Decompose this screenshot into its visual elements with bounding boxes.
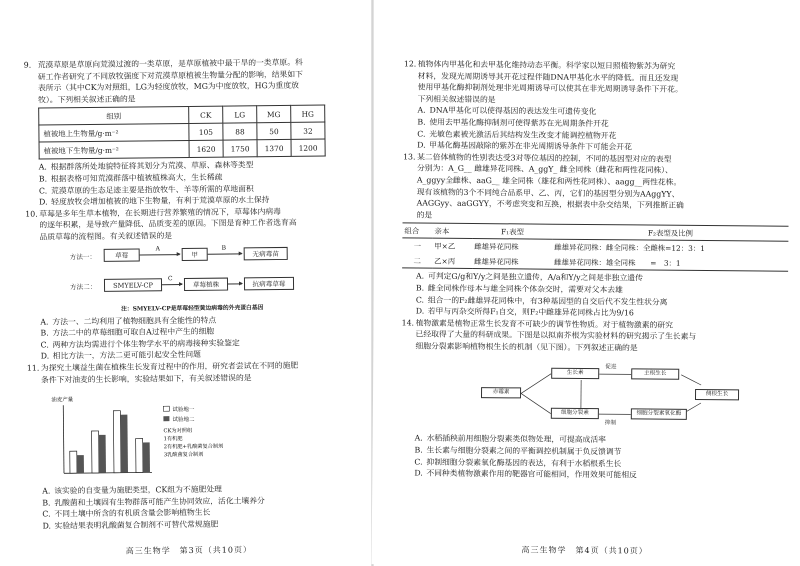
yield-chart-svg [51,385,252,485]
gene-box: SMYELV-CP [104,278,162,292]
arrow-c [162,284,182,285]
option-c: C. 荒漠草原的生态足迹主要是指放牧牛、羊等所需的草地面积 [38,183,254,196]
table-cell: 1750 [223,140,257,157]
question-12 [404,58,790,108]
method-1-label: 方法一： [69,252,97,261]
option-a: A. 水稻插秧前用细胞分裂素类似物处理，可提高成活率 [414,433,606,445]
question-text: 植物激素是植物正常生长发育不可缺少的调节性物质。对于植物激素的研究 [415,318,673,330]
option-c: C. 两种方法均需进行个体生物学水平的病毒接种实验鉴定 [40,338,240,350]
q11-options [28,482,360,532]
diagram-node: 主根生长 [631,369,679,380]
bar [143,442,150,472]
bar [77,455,84,473]
question-text: 为探究土壤益生菌在植株生长发育过程中的作用，研究者尝试在不同的施肥 [40,360,299,373]
question-text: 现有该植物的3个不同纯合品系甲、乙、丙，它们的基因型分别为AAggYY、 [416,187,680,199]
page-footer: 高三生物学 第4页（共10页） [521,545,648,556]
option-c: C. 光敏色素被光激活后其结构发生改变才能调控植物开花 [417,129,617,140]
option-a: A. 根据群落所处地貌特征将其划分为荒漠、草原、森林等类型 [38,160,254,172]
table-cell: 甲×乙 [434,241,456,251]
table-cell: 50 [257,123,291,140]
question-text: A_ggyy全雌株、aaG__ 雄全同株（雄花和两性花同株）、aagg__两性花株。 [416,175,682,187]
arrow-label-b: B [221,244,227,252]
table-cell: 雌雄异花同株：雌全同株：全雌株=12：3：1 [554,242,706,254]
question-number: 13. [403,152,416,162]
question-number: 14. [401,318,415,328]
question-text: 植物体内甲基化和去甲基化维持动态平衡。科学家以短日照植物紫苏为研究 [417,59,676,71]
cross-table [402,223,788,272]
question-text: AAGGyy、aaGGYY，不考虑突变和互换，根据表中杂交结果，下列推断正确 [416,198,684,210]
table-cell: 32 [291,122,325,139]
q14-options [400,433,786,483]
grazing-table [38,105,326,160]
legend-label: 试验地二 [172,417,195,424]
chart-note: 2有机肥+乳酸菌复合制剂 [163,443,224,451]
yield-chart [51,384,360,485]
diagram-node: 细胞分裂素氧化酶 [631,409,687,420]
arrow-label-c: C [167,274,173,282]
table-header: F₂表型及比例 [552,225,788,242]
question-13 [403,151,790,224]
table-header: LG [223,106,257,123]
legend-swatch [163,416,169,421]
question-text: 条件下对油麦的生长影响，实验结果如下，有关叙述错误的是 [40,372,252,385]
strawberry-box: 草莓 [104,248,140,261]
page-footer: 高三生物学 第3页（共10页） [125,545,252,556]
diagram-node: 赤霉素 [481,388,521,399]
question-text: 牧）。下列相关叙述正确的是 [38,94,136,105]
question-number: 9. [23,60,32,70]
connector [681,375,701,385]
option-b: B. 雌全同株作母本与雄全同株个体杂交时，需要对父本去雄 [415,283,623,295]
option-d: D. 相比方法一，方法二更可能引起安全性问题 [40,350,201,361]
option-b: B. 根据表格可知荒漠群落中植被植株高大，生长稀疏 [38,172,223,184]
chart-note: 1有机肥 [163,436,183,443]
diagram-node: 侧根生长 [695,389,739,400]
question-text: 的逐年积累，是导致产量降低、品质变差的原因。下图是育种工作者选育高 [39,218,297,230]
bar [113,411,121,473]
arrow-b [208,253,242,254]
figure-note: 注：SMYELV-CP是草莓轻型黄边病毒的外壳蛋白基因 [121,304,264,313]
question-10 [25,205,357,243]
question-text: 分别为：A_G__ 雌雄异花同株、A_ggY_ 雌全同株（雌花和两性花同株）、 [416,163,673,176]
option-b: B. 方法二中的草莓细胞可取自A过程中产生的细胞 [40,326,215,338]
table-cell: 植被地上生物量/g·m⁻² [39,124,189,143]
table-cell: 雌雄异花同株：雄全同株 = 3：1 [552,255,788,272]
table-cell: 乙×丙 [432,253,472,268]
q9-options [25,159,357,209]
table-header: HG [291,105,325,122]
jia-box: 甲 [182,247,208,260]
option-d: D. 甲基化酶基因敲除的紫苏在非光周期诱导条件下可能会开花 [417,140,632,152]
y-axis [63,405,64,473]
arrow-d [228,283,242,284]
question-9 [24,56,356,106]
table-row [402,253,788,271]
exam-page-4 [372,0,800,566]
hormone-diagram [481,356,742,434]
question-text: 已经取得了大量的科研成果。下图是以拟南芥根为实验材料的研究揭示了生长素与 [415,329,697,342]
table-cell: 1200 [291,139,325,156]
virus-free-box: 无病毒苗 [244,246,288,259]
question-number: 10. [25,209,38,219]
table-header: MG [257,106,291,123]
bar [92,431,99,473]
option-b: B. 乳酸菌和土壤固有生物群落可能产生协同效应，活化土壤养分 [42,495,265,508]
option-c: C. 抑制细胞分裂素氧化酶基因的表达，有利于水稻根系生长 [414,457,622,468]
option-c: C. 不同土壤中所含的有机质含量会影响植物生长 [42,508,211,519]
table-cell: 一 [413,241,422,251]
table-header: 亲本 [432,223,472,238]
bar [99,435,106,473]
table-cell: 雌雄异花同株 [472,254,552,270]
bar [136,439,143,473]
option-d: D. 实验结果表明乳酸菌复合制剂不可替代常规施肥 [42,519,219,531]
q10-options [26,313,358,363]
table-header: 组合 [402,223,432,238]
arrow-label-a: A [155,244,161,252]
explant-box: 草莓植株 [184,277,228,290]
q12-options [403,105,789,155]
option-a: A. 方法一、二均利用了植物细胞具有全能性的特点 [40,315,217,327]
bar [120,415,128,473]
option-a: A. DNA甲基化可以使得基因的表达发生可遗传变化 [417,105,597,117]
question-14 [401,317,787,355]
question-text: 下列相关叙述错误的是 [417,94,496,104]
legend-swatch [163,406,169,411]
diagram-node: 细胞分裂素 [551,408,599,419]
question-number: 11. [26,363,40,373]
question-11 [27,359,359,386]
option-c: C. 组合一的F₂雌雄异花同株中，有3种基因型的自交后代不发生性状分离 [415,295,668,307]
table-cell: 1620 [189,140,223,157]
question-text: 草莓是多年生草本植物，在长期进行营养繁殖的情况下，草莓体内病毒 [39,206,282,219]
table-cell: 植被地下生物量/g·m⁻² [39,141,189,160]
resistant-strawberry-box: 抗病毒草莓 [244,276,294,290]
option-d: D. 轻度放牧会增加植被的地下生物量，有利于荒漠草原的水土保持 [39,195,270,207]
table-cell: 雌雄异花同株 [474,242,519,252]
option-b: B. 使用去甲基化酶抑制剂可使得紫苏在光周期条件开花 [417,117,609,129]
table-cell: 1370 [257,140,291,157]
question-text: 表所示（其中CK为对照组，LG为轻度放牧，MG为中度放牧，HG为重度放 [37,80,299,93]
method-2-label: 方法二： [69,282,97,291]
table-cell: 88 [223,123,257,140]
option-d: D. 不同种类植物激素作用的靶器官可能相同，作用效果可能相反 [414,468,637,480]
table-cell: 二 [402,253,432,268]
question-text: 材料，发现光周期诱导其开花过程伴随DNA甲基化水平的降低。而且还发现 [417,71,679,83]
diagram-label: 促进 [605,364,617,371]
table-row [39,139,325,159]
question-text: 研工作者研究了不同放牧强度下对荒漠草原植被生物量分配的影响，结果如下 [37,69,303,82]
bar [70,451,77,473]
question-text: 细胞分裂素影响植物根生长的机制（见下图）。下列叙述正确的是 [415,341,638,353]
table-header: CK [189,106,223,123]
table-cell: 105 [189,123,223,140]
breeding-flowchart [40,242,359,303]
table-header: 组别 [39,107,189,126]
chart-ylabel: 油麦产量 [51,397,74,404]
option-a: A. 该实验的自变量为施肥类型，CK组为不施肥处理 [42,484,222,496]
legend-label: 试验地一 [172,407,195,414]
diagram-label: 抑制 [604,420,617,427]
q13-options [402,271,788,321]
connector [521,394,551,414]
diagram-node: 生长素 [551,368,599,379]
chart-note: CK为对照组 [163,428,193,435]
question-text: 荒漠草原是草原向荒漠过渡的一类草原，是草原植被中最干旱的一类草原。科 [37,57,303,70]
arrow-a [140,254,180,255]
chart-note: 3乳酸菌复合制剂 [163,451,204,459]
exam-page-3 [0,0,375,566]
table-header: F₁表型 [472,224,552,240]
option-b: B. 生长素与细胞分裂素之间的平衡调控机制属于负反馈调节 [414,445,622,457]
connector [521,374,551,394]
question-text: 使用甲基化酶抑制剂处理非光周期诱导可以使其在非光周期诱导条件下开花。 [417,82,683,95]
option-d: D. 若甲与丙杂交所得F₁自交，则F₂中雌雄异花同株占比为9/16 [415,306,634,318]
question-text: 某二倍体植物的性别表达受3对等位基因的控制，不同的基因型对应的表型 [417,152,672,164]
question-text: 的是 [416,210,433,220]
question-text: 品质草莓的流程图。有关叙述错误的是 [39,231,173,242]
question-number: 12. [403,59,417,69]
option-a: A. 可判定G/g和Y/y之间是独立遗传，A/a和Y/y之间是非独立遗传 [416,271,643,283]
